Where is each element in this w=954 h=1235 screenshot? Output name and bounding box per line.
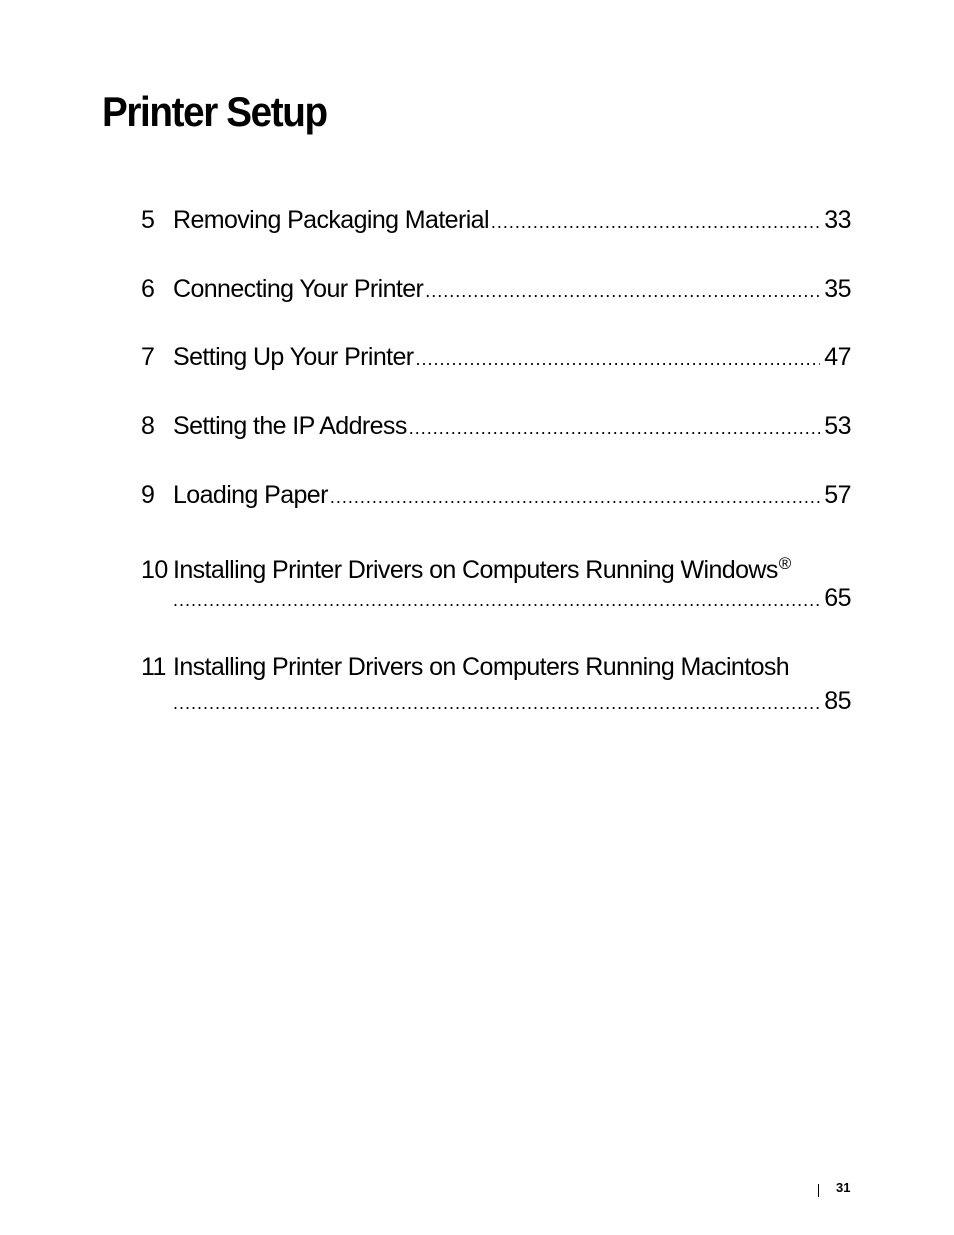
- toc-entry-5[interactable]: [141, 203, 851, 237]
- toc-entry-title[interactable]: Removing Packaging Material: [173, 206, 489, 234]
- toc-entry-page[interactable]: 47: [824, 343, 851, 371]
- toc-entry-number: 6: [141, 275, 155, 303]
- dot-leader: [173, 686, 820, 720]
- toc-entry-page[interactable]: 65: [824, 584, 851, 612]
- toc-entry-title[interactable]: [173, 547, 791, 587]
- toc-entry-title-text: Installing Printer Drivers on Computers Running Windows: [173, 556, 778, 584]
- toc-entry-7[interactable]: [141, 340, 851, 374]
- toc-entry-page[interactable]: 35: [824, 275, 851, 303]
- dot-leader: [425, 274, 820, 308]
- registered-mark: ®: [778, 554, 791, 573]
- toc-entry-8[interactable]: [141, 409, 851, 443]
- footer-page-number: 31: [836, 1180, 851, 1195]
- toc-entry-page[interactable]: 57: [824, 481, 851, 509]
- toc-entry-number: 11: [141, 653, 166, 681]
- toc-entry-title[interactable]: Connecting Your Printer: [173, 275, 424, 303]
- toc-entry-number: 5: [141, 206, 155, 234]
- toc-entry-number: 7: [141, 343, 155, 371]
- dot-leader: [330, 480, 820, 514]
- toc-entry-9[interactable]: [141, 478, 851, 512]
- toc-entry-number: 8: [141, 412, 155, 440]
- toc-entry-10[interactable]: [141, 547, 851, 615]
- toc-entry-number: 9: [141, 481, 155, 509]
- toc-entry-title[interactable]: Loading Paper: [173, 481, 328, 509]
- footer-separator: [818, 1184, 819, 1197]
- dot-leader: [416, 342, 821, 376]
- toc-entry-page[interactable]: 33: [824, 206, 851, 234]
- toc-entry-title[interactable]: Installing Printer Drivers on Computers Running Macintosh: [173, 653, 790, 681]
- dot-leader: [409, 411, 820, 445]
- page-title: Printer Setup: [102, 88, 327, 135]
- toc-entry-title[interactable]: Setting the IP Address: [173, 412, 407, 440]
- toc-entry-6[interactable]: [141, 272, 851, 306]
- toc-entry-page[interactable]: 85: [824, 687, 851, 715]
- dot-leader: [173, 583, 820, 617]
- dot-leader: [491, 205, 820, 239]
- toc-entry-number: 10: [141, 556, 168, 584]
- toc-entry-11[interactable]: [141, 650, 851, 718]
- toc-entry-page[interactable]: 53: [824, 412, 851, 440]
- toc-entry-title[interactable]: Setting Up Your Printer: [173, 343, 414, 371]
